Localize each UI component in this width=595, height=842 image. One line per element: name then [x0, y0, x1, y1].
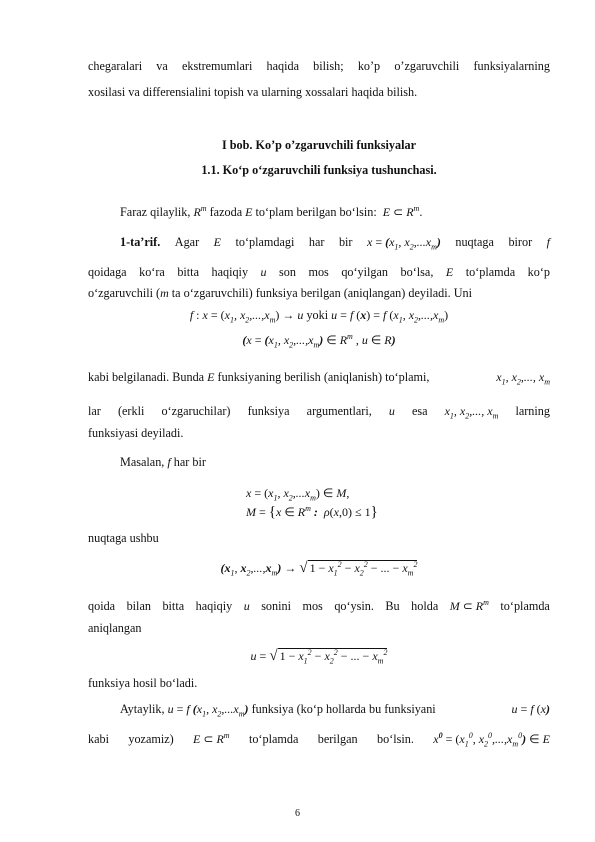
math-formula: ($x = (x_1$, $x_2,...,x_m$) ∈ $R^m$ , u ∈ R) — [242, 332, 396, 350]
word: ko’p — [357, 59, 381, 73]
formula-line-5 — [88, 560, 550, 576]
paragraph-line-22: funksiya hosil bo‘ladi. — [88, 676, 198, 690]
math-formula: u — [388, 404, 395, 418]
definition-label: 1-ta’rif. — [120, 235, 161, 249]
math-formula: u = f ($x_1$, $x_2,...x_m$) — [167, 702, 249, 719]
formula-line-1: f : $x = (x_1$, $x_2,...,x_m) \to u$ yoki u = f (x) = f ($x_1$, $x_2,...,x_m$) — [189, 308, 449, 325]
chapter-heading: I bob. Ko’p o’zgaruvchili funksiyalar — [221, 138, 416, 152]
paragraph-line-7: qoidaga ko‘ra bitta haqiqiy u son mos qo‘yilgan bo‘lsa, E to‘plamda ko‘p — [88, 265, 550, 279]
paragraph-line-2: xosilasi va differensialini topish va ularning xossalari haqida bilish. — [88, 85, 418, 99]
math-formula: $x^0 = (x_1^0$, $x_2^0,...,x_m^0$) ∈ E — [433, 731, 550, 749]
formula-line-6 — [88, 648, 550, 664]
paragraph-line-12: lar (erkli o‘zgaruchilar) funksiya argumentlari, u esa $x_1$, $x_2$,..., $x_m$ larning — [88, 404, 550, 421]
math-formula: u = f (x) = f ($x_1$, $x_2,...,x_m$) — [331, 308, 449, 325]
paragraph-line-13: funksiyasi deyiladi. — [88, 426, 184, 440]
math-formula: E ⊂ $R^m$ — [379, 204, 420, 219]
formula-line-2 — [88, 332, 550, 348]
math-formula: u = √ $1 - x_1^2 - x_2^2$ − ... − $x_m^2$ — [250, 648, 388, 666]
section-heading: 1.1. Ko‘p o‘zgaruvchili funksiya tushunchasi. — [201, 163, 437, 177]
word: bilish; — [313, 59, 344, 73]
formula-line-4 — [246, 504, 496, 520]
math-formula: E — [207, 370, 215, 384]
paragraph-line-23: Aytaylik, u = f ($x_1$, $x_2,...x_m$) funksiya (ko‘p hollarda bu funksiyani u = f (x) — [120, 702, 550, 719]
math-formula: f : $x = (x_1$, $x_2,...,x_m) \to u$ — [189, 308, 304, 325]
paragraph-line-8: o‘zgaruvchili (m ta o‘zgaruvchili) funksiya berilgan (aniqlangan) deyiladi. Uni — [88, 286, 472, 300]
math-formula: $x = (x_1$, $x_2,...x_m$) ∈ M, — [246, 486, 350, 503]
math-formula: E — [245, 205, 253, 219]
paragraph-line-1 — [88, 58, 550, 74]
math-formula: ($x_1$, $x_2,...,x_m$) → √ $1 - x_1^2 - x_2^2$ − ... − $x_m^2$ — [220, 560, 418, 578]
paragraph-line-5: Faraz qilaylik, $R^m$ fazoda E to‘plam berilgan bo‘lsin: E ⊂ $R^m$. — [120, 204, 423, 219]
word: ekstremumlari — [181, 59, 253, 73]
math-formula: M = {x ∈ $R^m$ : ρ(x,0) ≤ 1} — [246, 504, 378, 520]
math-formula: u = f (x) — [511, 702, 550, 716]
formula-line-3 — [246, 485, 496, 501]
paragraph-line-20: aniqlangan — [88, 621, 142, 635]
math-formula: f — [546, 235, 550, 249]
math-formula: E ⊂ $R^m$ — [193, 731, 230, 746]
word: haqida — [266, 59, 300, 73]
paragraph-line-19: qoida bilan bitta haqiqiy u sonini mos qo‘ysin. Bu holda M ⊂ $R^m$ to‘plamda — [88, 598, 550, 613]
page-number: 6 — [295, 808, 300, 819]
word: funksiyalarning — [473, 59, 550, 73]
word: chegaralari — [88, 59, 143, 73]
math-formula: $x_1$, $x_2$,..., $x_m$ — [496, 370, 550, 387]
math-formula: f — [167, 455, 171, 469]
math-formula: $x = (x_1$, $x_2,...x_m$) — [366, 235, 441, 252]
math-formula: u — [260, 265, 267, 279]
paragraph-line-17: nuqtaga ushbu — [88, 531, 159, 545]
paragraph-line-6: 1-ta’rif. Agar E to‘plamdagi har bir $x = (x_1$, $x_2,...x_m$) nuqtaga biror f — [120, 235, 550, 252]
math-formula: $R^m$ — [193, 204, 207, 219]
math-formula: $x_1$, $x_2$,..., $x_m$ — [444, 404, 499, 421]
word: va — [156, 59, 168, 73]
paragraph-line-14: Masalan, f har bir — [120, 455, 206, 469]
word: o’zgaruvchili — [394, 59, 460, 73]
paragraph-line-11: kabi belgilanadi. Bunda E funksiyaning berilish (aniqlanish) to‘plami, $x_1$, $x_2$,..., $x_m$ — [88, 370, 550, 387]
math-formula: u — [243, 599, 250, 613]
math-formula: M ⊂ $R^m$ — [449, 598, 489, 613]
paragraph-line-24: kabi yozamiz) E ⊂ $R^m$ to‘plamda berilgan bo‘lsin. $x^0 = (x_1^0$, $x_2^0,...,x_m^0$) ∈ E — [88, 731, 550, 749]
math-formula: E — [445, 265, 454, 279]
math-formula: E — [213, 235, 221, 249]
math-formula: m — [160, 286, 169, 300]
